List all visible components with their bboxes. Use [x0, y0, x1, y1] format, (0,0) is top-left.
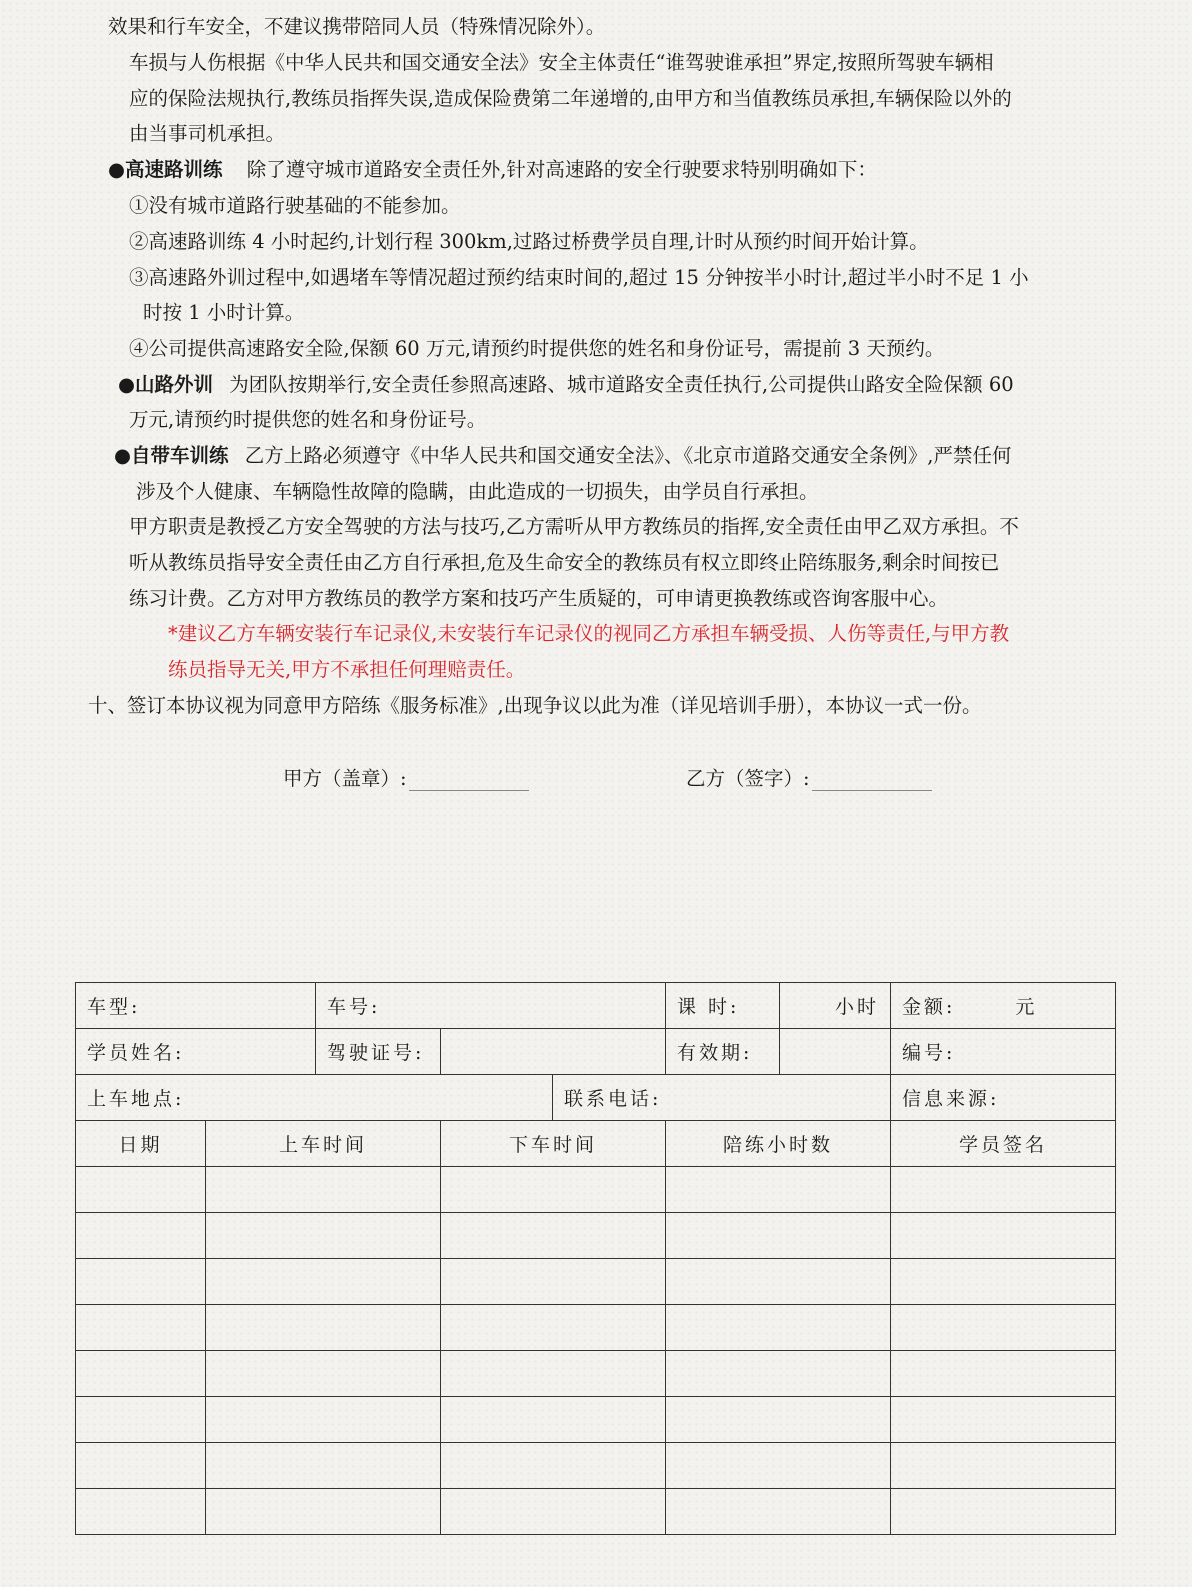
student-signature-cell[interactable] [891, 1213, 1116, 1259]
dropoff-time-cell[interactable] [441, 1397, 666, 1443]
party-b-signature [686, 763, 932, 791]
car-number-cell[interactable] [316, 983, 666, 1029]
training-record-form [75, 982, 1116, 1535]
table-row [76, 1213, 1116, 1259]
pickup-time-cell[interactable] [206, 1443, 441, 1489]
party-b-label: 乙方（签字）: [686, 767, 810, 790]
pickup-place-label: 上车地点: [87, 1088, 185, 1110]
mountain-training-heading: ●山路外训 [118, 373, 214, 396]
dropoff-time-cell[interactable] [441, 1213, 666, 1259]
col-header-student-signature: 学员签名 [891, 1121, 1116, 1167]
date-cell[interactable] [76, 1397, 206, 1443]
table-row [76, 1305, 1116, 1351]
agreement-line: 时按 1 小时计算。 [143, 301, 305, 324]
party-b-signature-line[interactable] [812, 770, 932, 791]
table-row [76, 1397, 1116, 1443]
agreement-line: 练习计费。乙方对甲方教练员的教学方案和技巧产生质疑的，可申请更换教练或咨询客服中心。 [129, 587, 949, 610]
training-hours-cell[interactable] [666, 1213, 891, 1259]
date-cell[interactable] [76, 1443, 206, 1489]
dashcam-warning-line: 练员指导无关,甲方不承担任何理赔责任。 [168, 658, 526, 681]
agreement-line: 应的保险法规执行,教练员指挥失误,造成保险费第二年递增的,由甲方和当值教练员承担,车辆保险以外的 [129, 87, 1012, 110]
agreement-line: 车损与人伤根据《中华人民共和国交通安全法》安全主体责任“谁驾驶谁承担”界定,按照所驾驶车辆相 [129, 51, 994, 74]
student-signature-cell[interactable] [891, 1305, 1116, 1351]
expressway-training-heading: ●高速路训练 [108, 158, 223, 181]
car-type-cell[interactable] [76, 983, 316, 1029]
student-name-cell[interactable] [76, 1029, 316, 1075]
training-hours-cell[interactable] [666, 1259, 891, 1305]
agreement-clause-ten: 十、签订本协议视为同意甲方陪练《服务标准》,出现争议以此为准（详见培训手册），本协议一式一份。 [88, 694, 982, 717]
hours-unit: 小时 [834, 996, 879, 1018]
table-row [76, 1443, 1116, 1489]
phone-label: 联系电话: [564, 1088, 662, 1110]
pickup-time-cell[interactable] [206, 1213, 441, 1259]
serial-number-cell[interactable] [891, 1029, 1116, 1075]
student-name-label: 学员姓名: [87, 1042, 185, 1064]
training-hours-cell[interactable] [666, 1167, 891, 1213]
agreement-line: ④公司提供高速路安全险,保额 60 万元,请预约时提供您的姓名和身份证号，需提前 3 天预约。 [129, 337, 945, 360]
agreement-line: 听从教练员指导安全责任由乙方自行承担,危及生命安全的教练员有权立即终止陪练服务,剩余时间按已 [129, 551, 1000, 574]
student-signature-cell[interactable] [891, 1443, 1116, 1489]
col-header-training-hours: 陪练小时数 [666, 1121, 891, 1167]
training-hours-cell[interactable] [666, 1489, 891, 1535]
col-header-date: 日期 [76, 1121, 206, 1167]
agreement-line: 由当事司机承担。 [129, 122, 286, 145]
mountain-training-item [118, 372, 1014, 398]
phone-cell[interactable] [553, 1075, 891, 1121]
date-cell[interactable] [76, 1167, 206, 1213]
training-hours-cell[interactable] [666, 1305, 891, 1351]
pickup-time-cell[interactable] [206, 1351, 441, 1397]
amount-unit: 元 [1015, 996, 1038, 1018]
party-a-signature [283, 763, 529, 791]
dropoff-time-cell[interactable] [441, 1351, 666, 1397]
car-number-label: 车号: [327, 996, 381, 1018]
table-row [76, 1489, 1116, 1535]
student-signature-cell[interactable] [891, 1259, 1116, 1305]
pickup-place-cell[interactable] [76, 1075, 553, 1121]
hours-label-cell [666, 983, 780, 1029]
hours-value-cell[interactable] [780, 983, 891, 1029]
pickup-time-cell[interactable] [206, 1397, 441, 1443]
validity-label-cell [666, 1029, 780, 1075]
student-signature-cell[interactable] [891, 1351, 1116, 1397]
date-cell[interactable] [76, 1213, 206, 1259]
validity-label: 有效期: [677, 1042, 753, 1064]
pickup-time-cell[interactable] [206, 1259, 441, 1305]
agreement-line: ③高速路外训过程中,如遇堵车等情况超过预约结束时间的,超过 15 分钟按半小时计,超过半小时不足 1 小 [129, 266, 1029, 289]
date-cell[interactable] [76, 1489, 206, 1535]
date-cell[interactable] [76, 1305, 206, 1351]
dropoff-time-cell[interactable] [441, 1489, 666, 1535]
pickup-time-cell[interactable] [206, 1489, 441, 1535]
info-source-label: 信息来源: [902, 1088, 1000, 1110]
pickup-time-cell[interactable] [206, 1167, 441, 1213]
amount-label: 金额: [902, 996, 956, 1018]
training-hours-cell[interactable] [666, 1443, 891, 1489]
table-row [76, 1351, 1116, 1397]
dropoff-time-cell[interactable] [441, 1305, 666, 1351]
date-cell[interactable] [76, 1259, 206, 1305]
agreement-line: ②高速路训练 4 小时起约,计划行程 300km,过路过桥费学员自理,计时从预约时间开始计算。 [129, 230, 929, 253]
agreement-line: ①没有城市道路行驶基础的不能参加。 [129, 194, 461, 217]
col-header-dropoff-time: 下车时间 [441, 1121, 666, 1167]
license-number-value-cell[interactable] [441, 1029, 666, 1075]
dashcam-warning-line: *建议乙方车辆安装行车记录仪,未安装行车记录仪的视同乙方承担车辆受损、人伤等责任,与甲方教 [168, 622, 1010, 645]
agreement-line: 甲方职责是教授乙方安全驾驶的方法与技巧,乙方需听从甲方教练员的指挥,安全责任由甲乙双方承担。不 [129, 515, 1019, 538]
col-header-pickup-time: 上车时间 [206, 1121, 441, 1167]
own-car-training-heading: ●自带车训练 [114, 444, 229, 467]
info-source-cell[interactable] [891, 1075, 1116, 1121]
agreement-line: 效果和行车安全，不建议携带陪同人员（特殊情况除外）。 [108, 15, 606, 38]
agreement-line: 涉及个人健康、车辆隐性故障的隐瞒，由此造成的一切损失，由学员自行承担。 [136, 480, 819, 503]
expressway-training-item [108, 157, 877, 183]
mountain-training-text: 为团队按期举行,安全责任参照高速路、城市道路安全责任执行,公司提供山路安全险保额 60 [229, 373, 1014, 396]
table-row [76, 1259, 1116, 1305]
party-a-signature-line[interactable] [409, 770, 529, 791]
agreement-line: 万元,请预约时提供您的姓名和身份证号。 [129, 408, 487, 431]
training-hours-cell[interactable] [666, 1397, 891, 1443]
own-car-training-item [114, 443, 1011, 469]
amount-cell[interactable] [891, 983, 1116, 1029]
training-hours-cell[interactable] [666, 1351, 891, 1397]
dropoff-time-cell[interactable] [441, 1443, 666, 1489]
date-cell[interactable] [76, 1351, 206, 1397]
hours-label: 课 时: [677, 996, 740, 1018]
student-signature-cell[interactable] [891, 1489, 1116, 1535]
license-number-label: 驾驶证号: [327, 1042, 425, 1064]
license-number-label-cell [316, 1029, 441, 1075]
dropoff-time-cell[interactable] [441, 1259, 666, 1305]
expressway-training-text: 除了遵守城市道路安全责任外,针对高速路的安全行驶要求特别明确如下： [246, 158, 877, 181]
validity-value-cell[interactable] [780, 1029, 891, 1075]
pickup-time-cell[interactable] [206, 1305, 441, 1351]
car-type-label: 车型: [87, 996, 141, 1018]
table-row [76, 1167, 1116, 1213]
student-signature-cell[interactable] [891, 1397, 1116, 1443]
dropoff-time-cell[interactable] [441, 1167, 666, 1213]
own-car-training-text: 乙方上路必须遵守《中华人民共和国交通安全法》、《北京市道路交通安全条例》,严禁任何 [244, 444, 1012, 467]
student-signature-cell[interactable] [891, 1167, 1116, 1213]
party-a-label: 甲方（盖章）: [283, 767, 407, 790]
serial-number-label: 编号: [902, 1042, 956, 1064]
